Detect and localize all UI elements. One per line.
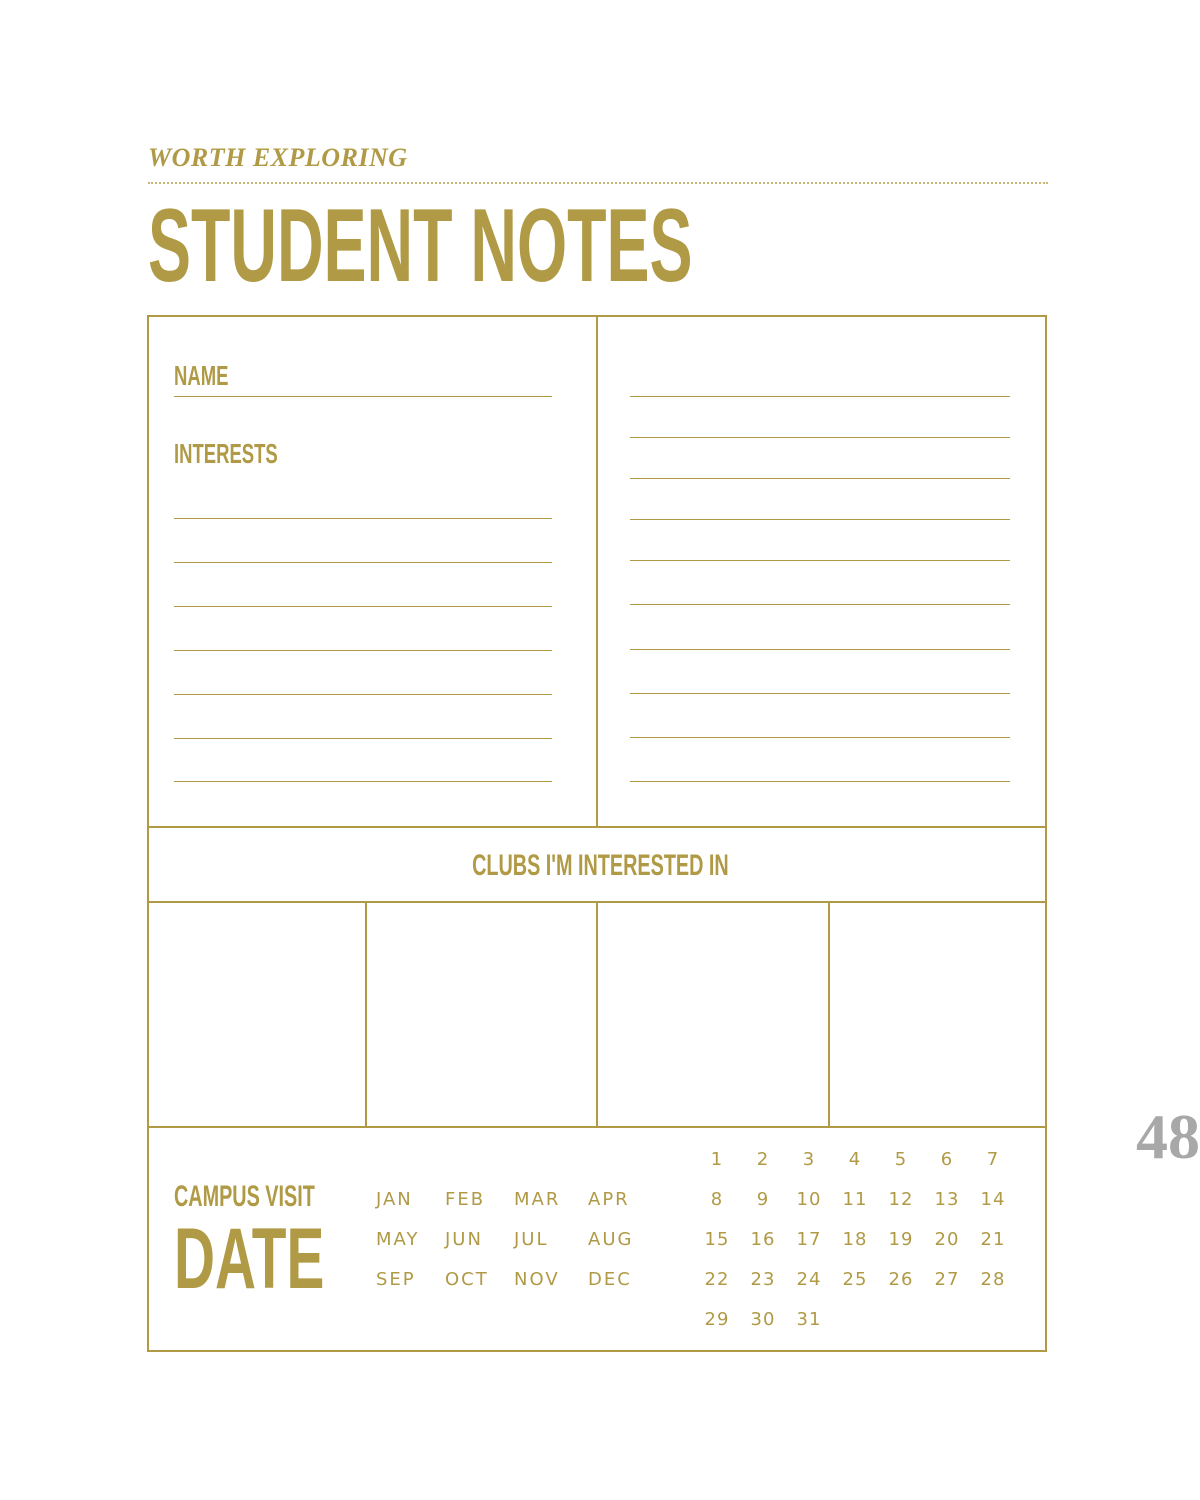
notes-line[interactable] bbox=[630, 737, 1010, 738]
month-option[interactable]: MAY bbox=[376, 1229, 420, 1250]
day-option[interactable]: 23 bbox=[750, 1269, 776, 1290]
dotted-divider bbox=[148, 182, 1048, 184]
day-option[interactable]: 3 bbox=[802, 1149, 816, 1170]
clubs-heading: CLUBS I'M INTERESTED IN bbox=[471, 849, 729, 882]
divider-clubs-top bbox=[148, 826, 1045, 828]
month-option[interactable]: JUN bbox=[445, 1229, 483, 1250]
notes-line[interactable] bbox=[630, 649, 1010, 650]
day-option[interactable]: 24 bbox=[796, 1269, 822, 1290]
month-option[interactable]: MAR bbox=[514, 1189, 561, 1210]
section-label: WORTH EXPLORING bbox=[148, 143, 408, 172]
day-option[interactable]: 2 bbox=[756, 1149, 770, 1170]
interests-line[interactable] bbox=[174, 781, 552, 782]
notes-line[interactable] bbox=[630, 604, 1010, 605]
notes-line[interactable] bbox=[630, 437, 1010, 438]
day-option[interactable]: 22 bbox=[704, 1269, 730, 1290]
day-option[interactable]: 21 bbox=[980, 1229, 1006, 1250]
club-box-2[interactable] bbox=[368, 904, 594, 1124]
month-option[interactable]: JUL bbox=[514, 1229, 549, 1250]
interests-line[interactable] bbox=[174, 518, 552, 519]
day-option[interactable]: 13 bbox=[934, 1189, 960, 1210]
day-option[interactable]: 31 bbox=[796, 1309, 822, 1330]
month-option[interactable]: APR bbox=[588, 1189, 630, 1210]
day-option[interactable]: 27 bbox=[934, 1269, 960, 1290]
name-label: NAME bbox=[174, 360, 229, 391]
day-option[interactable]: 25 bbox=[842, 1269, 868, 1290]
day-option[interactable]: 11 bbox=[842, 1189, 868, 1210]
month-option[interactable]: SEP bbox=[376, 1269, 416, 1290]
day-option[interactable]: 6 bbox=[940, 1149, 954, 1170]
page-number: 48 bbox=[1136, 1101, 1200, 1172]
day-option[interactable]: 19 bbox=[888, 1229, 914, 1250]
divider-club-2 bbox=[596, 902, 598, 1126]
month-option[interactable]: FEB bbox=[445, 1189, 486, 1210]
interests-line[interactable] bbox=[174, 562, 552, 563]
club-box-3[interactable] bbox=[599, 904, 826, 1124]
notes-line[interactable] bbox=[630, 396, 1010, 397]
interests-line[interactable] bbox=[174, 650, 552, 651]
divider-club-1 bbox=[365, 902, 367, 1126]
day-option[interactable]: 9 bbox=[756, 1189, 770, 1210]
day-option[interactable]: 20 bbox=[934, 1229, 960, 1250]
day-option[interactable]: 28 bbox=[980, 1269, 1006, 1290]
day-option[interactable]: 12 bbox=[888, 1189, 914, 1210]
club-box-4[interactable] bbox=[831, 904, 1043, 1124]
day-option[interactable]: 16 bbox=[750, 1229, 776, 1250]
divider-club-3 bbox=[828, 902, 830, 1126]
day-option[interactable]: 14 bbox=[980, 1189, 1006, 1210]
name-line[interactable] bbox=[174, 396, 552, 397]
day-option[interactable]: 5 bbox=[894, 1149, 908, 1170]
day-option[interactable]: 17 bbox=[796, 1229, 822, 1250]
day-option[interactable]: 15 bbox=[704, 1229, 730, 1250]
day-option[interactable]: 30 bbox=[750, 1309, 776, 1330]
notes-line[interactable] bbox=[630, 560, 1010, 561]
interests-line[interactable] bbox=[174, 738, 552, 739]
notes-line[interactable] bbox=[630, 781, 1010, 782]
month-option[interactable]: AUG bbox=[588, 1229, 634, 1250]
day-option[interactable]: 8 bbox=[710, 1189, 724, 1210]
month-option[interactable]: NOV bbox=[514, 1269, 560, 1290]
club-box-1[interactable] bbox=[150, 904, 363, 1124]
interests-line[interactable] bbox=[174, 694, 552, 695]
day-option[interactable]: 1 bbox=[710, 1149, 724, 1170]
date-label: DATE bbox=[174, 1211, 325, 1307]
day-option[interactable]: 7 bbox=[986, 1149, 1000, 1170]
day-option[interactable]: 29 bbox=[704, 1309, 730, 1330]
day-option[interactable]: 26 bbox=[888, 1269, 914, 1290]
page-title: STUDENT NOTES bbox=[148, 188, 693, 304]
day-option[interactable]: 4 bbox=[848, 1149, 862, 1170]
month-option[interactable]: OCT bbox=[445, 1269, 489, 1290]
interests-label: INTERESTS bbox=[174, 438, 278, 469]
divider-visit-top bbox=[148, 1126, 1045, 1128]
notes-line[interactable] bbox=[630, 519, 1010, 520]
month-option[interactable]: JAN bbox=[376, 1189, 413, 1210]
campus-visit-label: CAMPUS VISIT bbox=[174, 1180, 315, 1213]
notes-line[interactable] bbox=[630, 693, 1010, 694]
day-option[interactable]: 10 bbox=[796, 1189, 822, 1210]
clubs-heading-container bbox=[0, 849, 1200, 883]
day-option[interactable]: 18 bbox=[842, 1229, 868, 1250]
interests-line[interactable] bbox=[174, 606, 552, 607]
month-option[interactable]: DEC bbox=[588, 1269, 632, 1290]
divider-top-center bbox=[596, 316, 598, 826]
notes-line[interactable] bbox=[630, 478, 1010, 479]
